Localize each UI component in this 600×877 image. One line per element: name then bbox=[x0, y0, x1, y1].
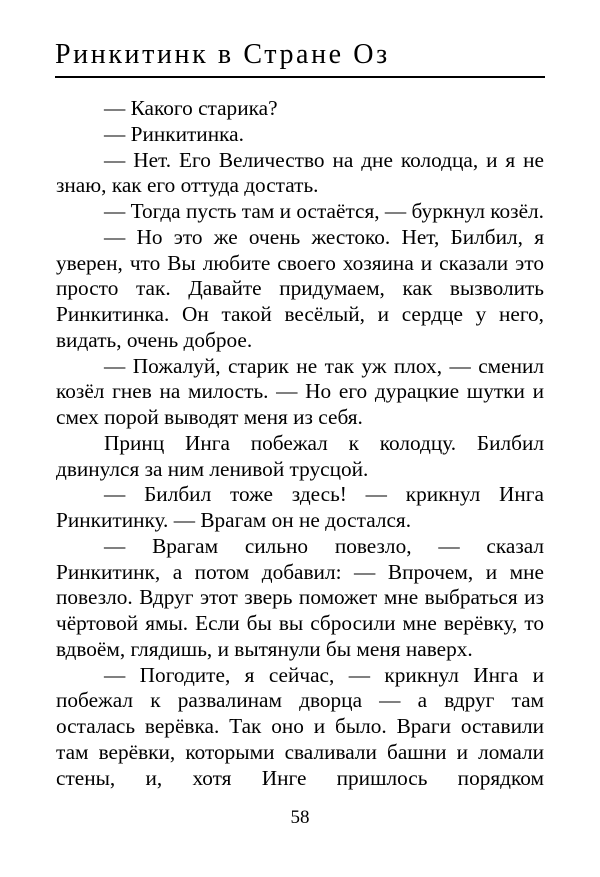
paragraph: — Погодите, я сейчас, — крикнул Инга и побежал к развалинам дворца — а вдруг там осталась верёвка. Так оно и было. Враги оставили там верёвки, которыми сваливали башни и ломали стены, и, хотя Инге пришлось порядком bbox=[56, 662, 544, 790]
paragraph: — Пожалуй, старик не так уж плох, — сменил козёл гнев на милость. — Но его дурацкие шутки и смех порой выводят меня из себя. bbox=[56, 353, 544, 429]
paragraph: — Билбил тоже здесь! — крикнул Инга Ринкитинку. — Врагам он не достался. bbox=[56, 482, 544, 532]
paragraph: — Но это же очень жестоко. Нет, Билбил, я уверен, что Вы любите своего хозяина и сказали это просто так. Давайте придумаем, как вызволить Ринкитинка. Он такой весёлый, и сердце у него, видать, очень доброе. bbox=[56, 224, 544, 352]
paragraph: — Тогда пусть там и остаётся, — буркнул козёл. bbox=[104, 199, 544, 223]
page-number: 58 bbox=[290, 807, 310, 828]
body-text bbox=[56, 96, 544, 791]
running-header: Ринкитинк в Стране Оз bbox=[55, 39, 390, 70]
paragraph: — Ринкитинка. bbox=[104, 121, 244, 146]
header-rule bbox=[55, 76, 545, 78]
paragraph: — Нет. Его Величество на дне колодца, и я не знаю, как его оттуда достать. bbox=[56, 147, 544, 198]
paragraph: — Какого старика? bbox=[104, 96, 278, 120]
paragraph: Принц Инга побежал к колодцу. Билбил двинулся за ним ленивой трусцой. bbox=[56, 430, 544, 481]
paragraph: — Врагам сильно повезло, — сказал Ринкитинк, а потом добавил: — Впрочем, и мне повезло. Вдруг этот зверь поможет мне выбраться из чёртовой ямы. Если бы вы сбросили мне верёвку, то вдвоём, глядишь, и вытянули бы меня наверх. bbox=[56, 533, 544, 661]
